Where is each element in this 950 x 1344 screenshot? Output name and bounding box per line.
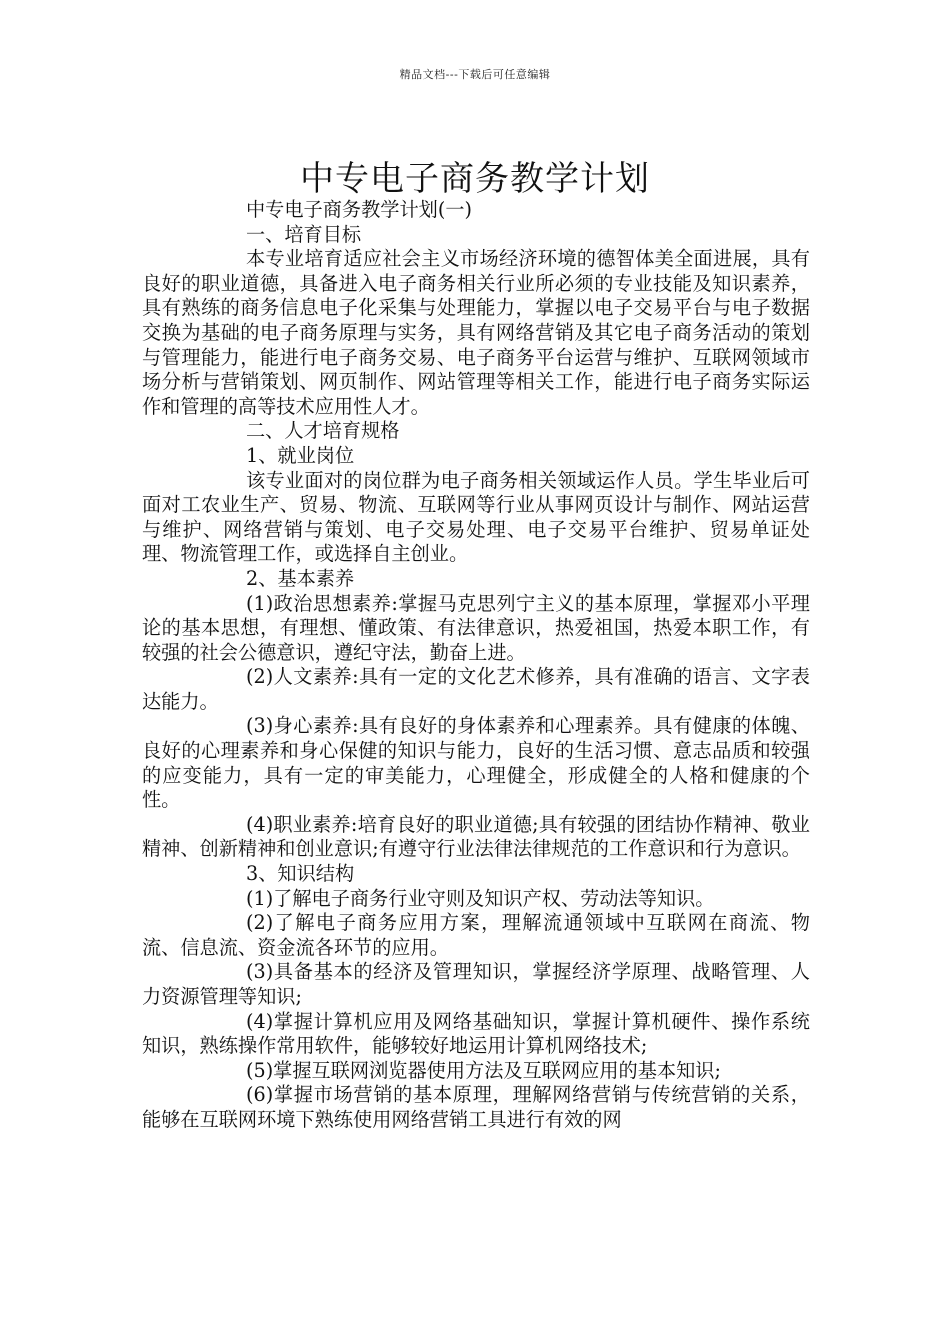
section-heading: 一、培育目标: [246, 222, 362, 246]
paragraph: (1)了解电子商务行业守则及知识产权、劳动法等知识。: [246, 886, 715, 910]
paragraph: 该专业面对的岗位群为电子商务相关领域运作人员。学生毕业后可面对工农业生产、贸易、物流、互联网等行业从事网页设计与制作、网站运营与维护、网络营销与策划、电子交易处理、电子交易平台维护、贸易单证处理、物流管理工作，或选择自主创业。: [142, 468, 810, 566]
paragraph: 本专业培育适应社会主义市场经济环境的德智体美全面进展，具有良好的职业道德，具备进入电子商务相关行业所必须的专业技能及知识素养，具有熟练的商务信息电子化采集与处理能力，掌握以电子交易平台与电子数据交换为基础的电子商务原理与实务，具有网络营销及其它电子商务活动的策划与管理能力，能进行电子商务交易、电子商务平台运营与维护、互联网领域市场分析与营销策划、网页制作、网站管理等相关工作，能进行电子商务实际运作和管理的高等技术应用性人才。: [142, 247, 810, 418]
document-body: [142, 198, 810, 1133]
paragraph: (2)了解电子商务应用方案，理解流通领域中互联网在商流、物流、信息流、资金流各环节的应用。: [142, 911, 810, 959]
paragraph: (2)人文素养:具有一定的文化艺术修养，具有准确的语言、文字表达能力。: [142, 665, 810, 713]
paragraph: (4)掌握计算机应用及网络基础知识，掌握计算机硬件、操作系统知识，熟练操作常用软件，能够较好地运用计算机网络技术;: [142, 1009, 810, 1058]
subsection-heading: 1、就业岗位: [246, 443, 355, 467]
paragraph-subtitle: 中专电子商务教学计划(一): [246, 198, 473, 221]
header-note: 精品文档---下载后可任意编辑: [399, 68, 551, 81]
subsection-heading: 3、知识结构: [246, 862, 355, 886]
paragraph: (5)掌握互联网浏览器使用方法及互联网应用的基本知识;: [246, 1058, 721, 1082]
section-heading: 二、人才培育规格: [246, 419, 400, 443]
document-title: 中专电子商务教学计划: [300, 158, 650, 199]
subsection-heading: 2、基本素养: [246, 566, 355, 590]
paragraph: (3)身心素养:具有良好的身体素养和心理素养。具有健康的体魄、良好的心理素养和身心保健的知识与能力，良好的生活习惯、意志品质和较强的应变能力，具有一定的审美能力，心理健全，形成健全的人格和健康的个性。: [142, 714, 810, 812]
paragraph: (3)具备基本的经济及管理知识，掌握经济学原理、战略管理、人力资源管理等知识;: [142, 960, 810, 1008]
paragraph: (6)掌握市场营销的基本原理，理解网络营销与传统营销的关系，能够在互联网环境下熟练使用网络营销工具进行有效的网: [142, 1083, 810, 1131]
paragraph: (1)政治思想素养:掌握马克思列宁主义的基本原理，掌握邓小平理论的基本思想，有理想、懂政策、有法律意识，热爱祖国，热爱本职工作，有较强的社会公德意识，遵纪守法，勤奋上进。: [142, 591, 810, 664]
paragraph: (4)职业素养:培育良好的职业道德;具有较强的团结协作精神、敬业精神、创新精神和创业意识;有遵守行业法律法律规范的工作意识和行为意识。: [142, 812, 810, 861]
